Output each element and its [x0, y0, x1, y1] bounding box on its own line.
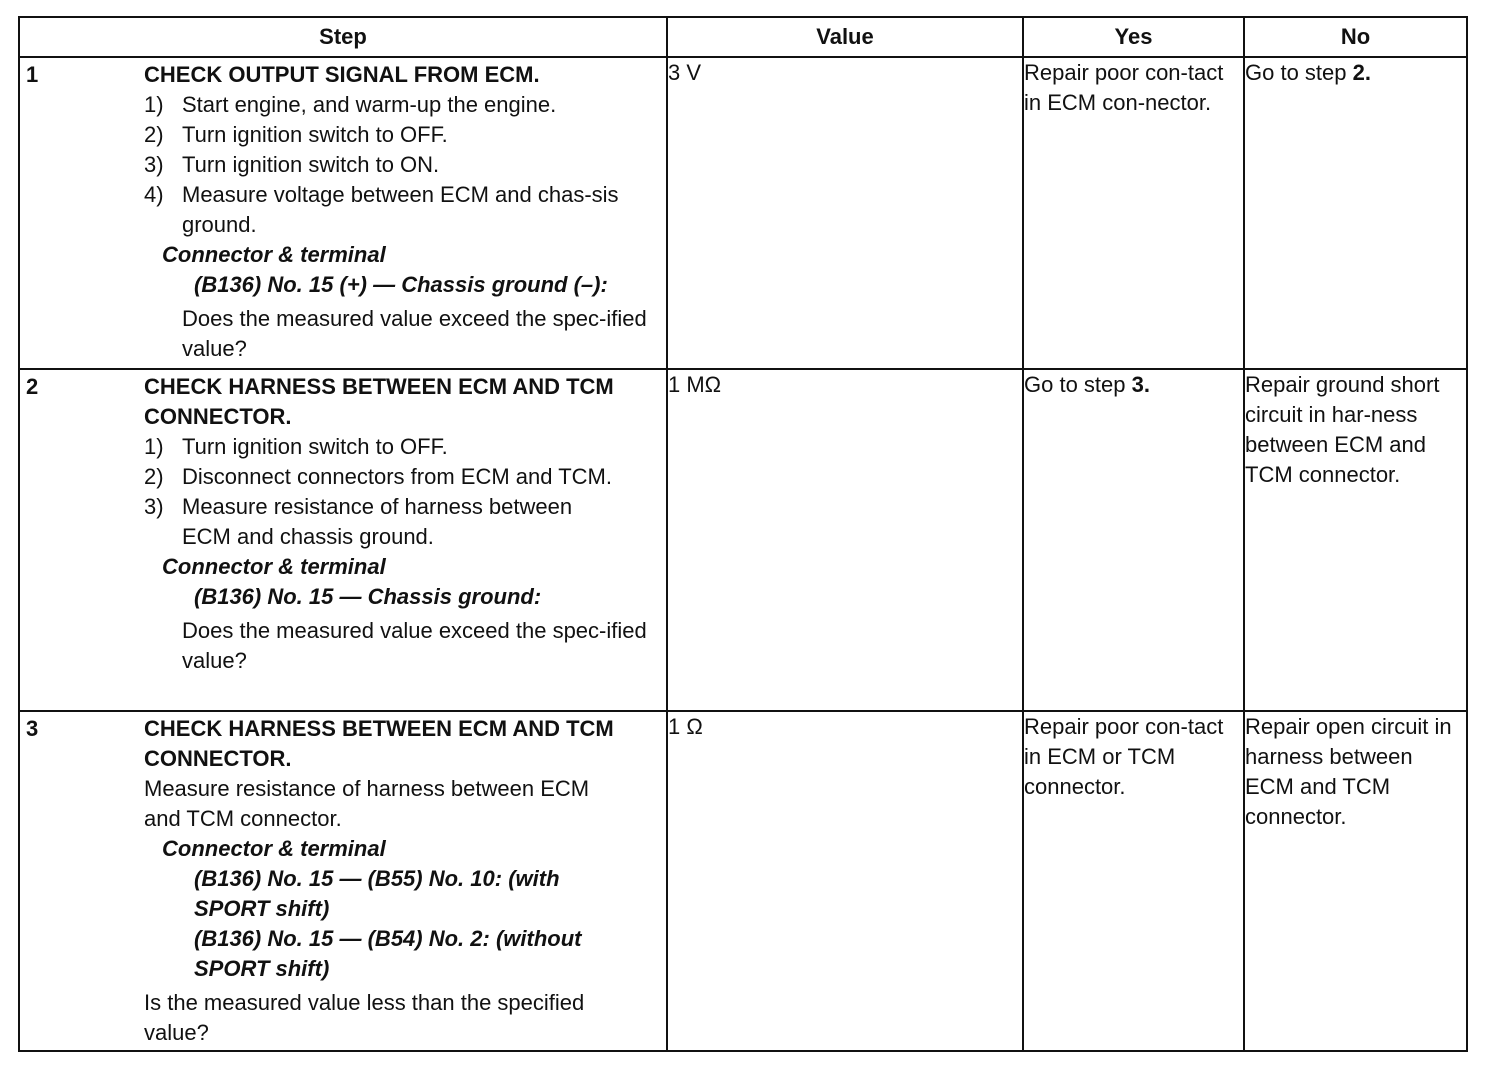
- connector-terminal: (B136) No. 15 — (B55) No. 10: (with SPORT shift): [194, 866, 560, 921]
- connector-label: Connector & terminal: [162, 554, 386, 579]
- yes-cell: Go to step 3.: [1023, 369, 1244, 711]
- connector-terminal: (B136) No. 15 — Chassis ground:: [194, 584, 542, 609]
- yes-cell: Repair poor con-tact in ECM or TCM connector.: [1023, 711, 1244, 1051]
- value-cell: 1 MΩ: [667, 369, 1023, 711]
- step-number: 1: [26, 62, 39, 87]
- yes-cell: Repair poor con-tact in ECM con-nector.: [1023, 57, 1244, 369]
- list-item: 4) Measure voltage between ECM and chas-sis ground.: [144, 182, 619, 237]
- step-cell: [19, 369, 667, 711]
- step-intro: Measure resistance of harness between ECM and TCM connector.: [144, 776, 590, 831]
- list-item: 1) Start engine, and warm-up the engine.: [144, 92, 557, 117]
- list-item: 3) Measure resistance of harness between ECM and chassis ground.: [144, 494, 573, 549]
- list-item: 3) Turn ignition switch to ON.: [144, 152, 440, 177]
- step-title: CHECK OUTPUT SIGNAL FROM ECM.: [144, 62, 540, 87]
- connector-label: Connector & terminal: [162, 836, 386, 861]
- table-row: [19, 57, 1467, 369]
- header-value: Value: [667, 17, 1023, 57]
- no-cell: Go to step 2.: [1244, 57, 1467, 369]
- step-number: 2: [26, 374, 39, 399]
- table-row: [19, 369, 1467, 711]
- no-cell: Repair open circuit in harness between ECM and TCM connector.: [1244, 711, 1467, 1051]
- step-cell: [19, 711, 667, 1051]
- value-cell: 3 V: [667, 57, 1023, 369]
- no-cell: Repair ground short circuit in har-ness between ECM and TCM connector.: [1244, 369, 1467, 711]
- step-question: Does the measured value exceed the spec-ified value?: [182, 618, 647, 673]
- step-title: CHECK HARNESS BETWEEN ECM AND TCM CONNECTOR.: [144, 374, 614, 429]
- table-header-row: [19, 17, 1467, 57]
- table-row: [19, 711, 1467, 1051]
- step-title: CHECK HARNESS BETWEEN ECM AND TCM CONNECTOR.: [144, 716, 614, 771]
- step-cell: [19, 57, 667, 369]
- header-yes: Yes: [1023, 17, 1244, 57]
- header-no: No: [1244, 17, 1467, 57]
- connector-terminal: (B136) No. 15 (+) — Chassis ground (–):: [194, 272, 608, 297]
- list-item: 1) Turn ignition switch to OFF.: [144, 434, 448, 459]
- step-reference: 3.: [1131, 372, 1150, 397]
- diagnostic-table: [18, 16, 1468, 1052]
- step-reference: 2.: [1352, 60, 1371, 85]
- list-item: 2) Disconnect connectors from ECM and TCM.: [144, 464, 612, 489]
- value-cell: 1 Ω: [667, 711, 1023, 1051]
- list-item: 2) Turn ignition switch to OFF.: [144, 122, 448, 147]
- header-step: Step: [19, 17, 667, 57]
- connector-terminal: (B136) No. 15 — (B54) No. 2: (without SPORT shift): [194, 926, 582, 981]
- step-question: Does the measured value exceed the spec-ified value?: [182, 306, 647, 361]
- connector-label: Connector & terminal: [162, 242, 386, 267]
- step-question: Is the measured value less than the specified value?: [144, 990, 585, 1045]
- step-number: 3: [26, 716, 39, 741]
